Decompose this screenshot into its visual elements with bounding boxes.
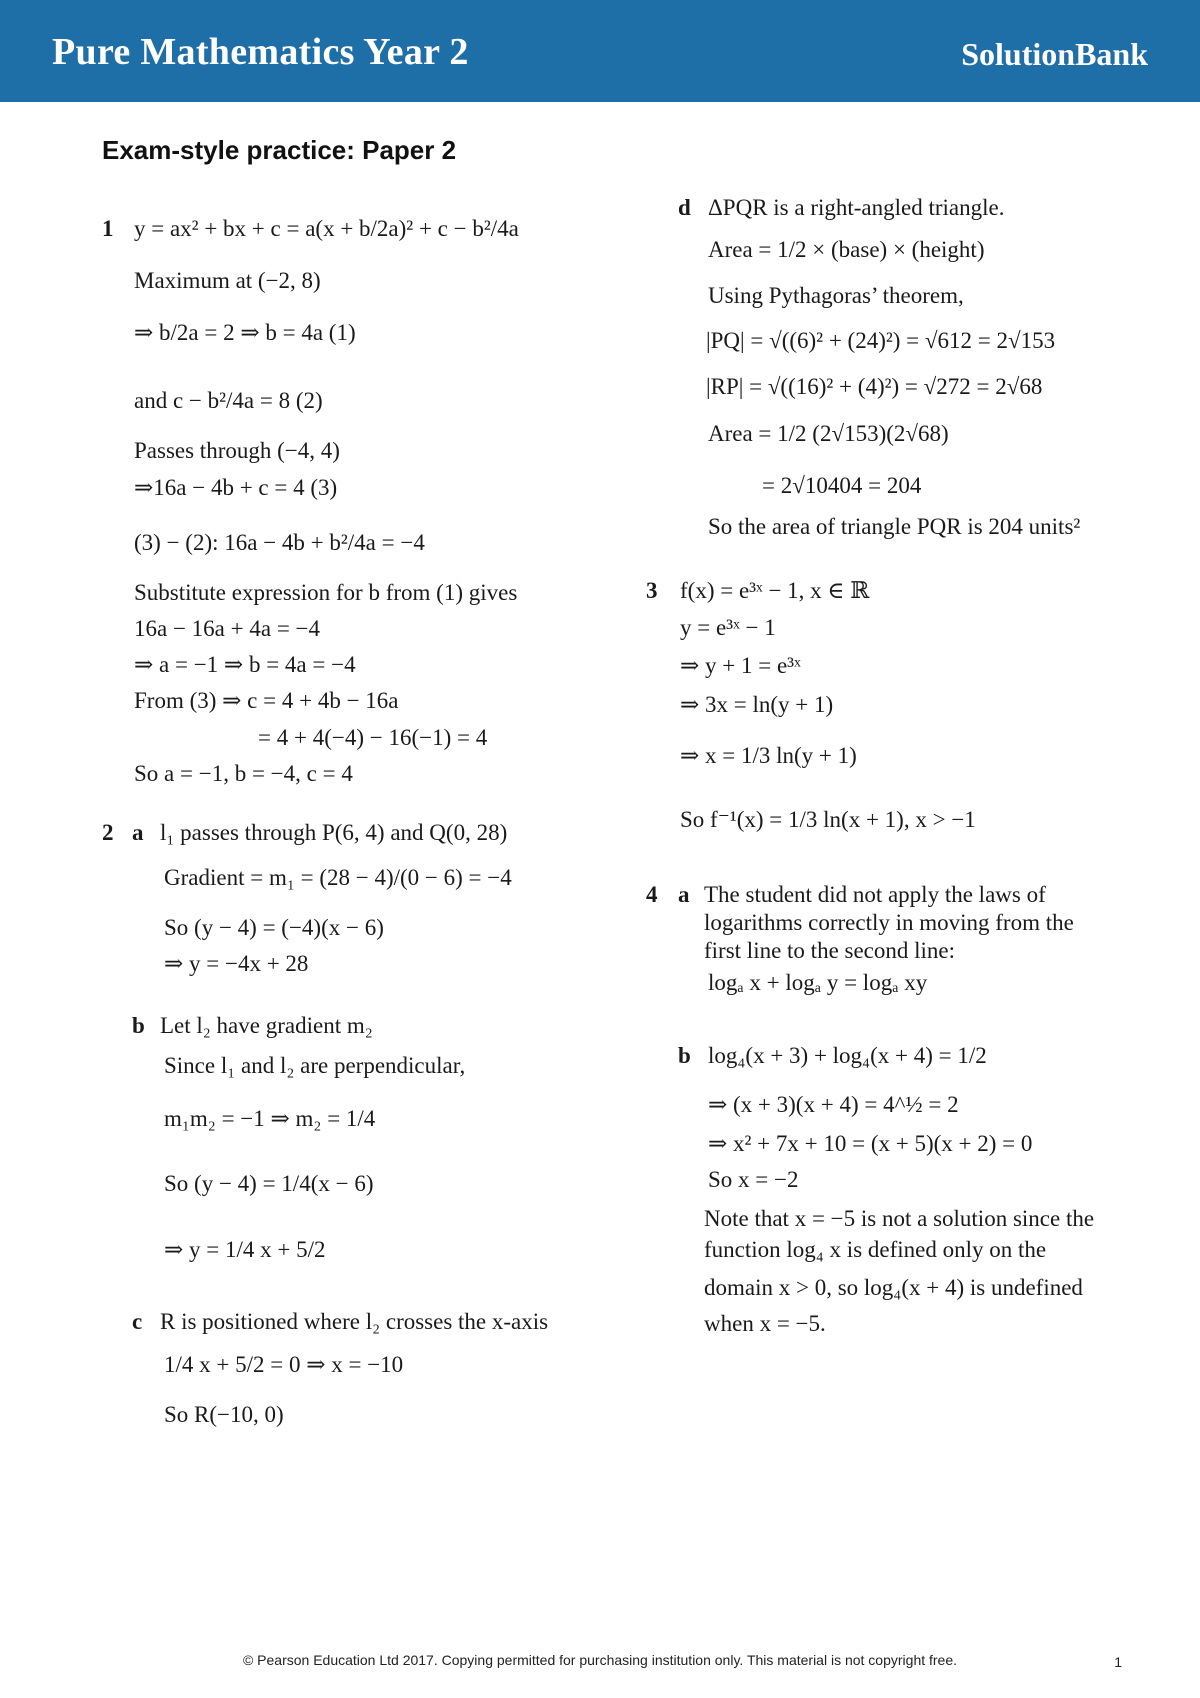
solution-line: (3) − (2): 16a − 4b + b²/4a = −4 bbox=[134, 530, 425, 555]
part-label: d bbox=[678, 195, 691, 220]
solution-line: So (y − 4) = (−4)(x − 6) bbox=[164, 915, 384, 940]
solution-line: m₁m₂ = −1 ⇒ m₂ = 1/4 bbox=[164, 1106, 376, 1131]
solution-line: ⇒ x = 1/3 ln(y + 1) bbox=[680, 743, 857, 768]
solution-line: So the area of triangle PQR is 204 units² bbox=[708, 514, 1081, 539]
solution-line: From (3) ⇒ c = 4 + 4b − 16a bbox=[134, 688, 399, 713]
solution-line: 1/4 x + 5/2 = 0 ⇒ x = −10 bbox=[164, 1352, 404, 1377]
solution-line: Substitute expression for b from (1) gives bbox=[134, 580, 518, 605]
solution-line: Using Pythagoras’ theorem, bbox=[708, 283, 964, 308]
part-label: a bbox=[678, 882, 690, 907]
header-banner bbox=[0, 0, 1200, 102]
solution-line: 16a − 16a + 4a = −4 bbox=[134, 616, 321, 641]
solution-line: logₐ x + logₐ y = logₐ xy bbox=[708, 970, 928, 995]
solution-line: The student did not apply the laws of bbox=[704, 882, 1046, 907]
solution-line: Area = 1/2 (2√153)(2√68) bbox=[708, 421, 949, 446]
page-title: Exam-style practice: Paper 2 bbox=[102, 135, 457, 165]
part-label: b bbox=[132, 1013, 145, 1038]
solution-line: R is positioned where l₂ crosses the x-axis bbox=[160, 1309, 549, 1334]
part-label: a bbox=[132, 820, 144, 845]
solution-line: So x = −2 bbox=[708, 1167, 799, 1192]
solution-line: So f⁻¹(x) = 1/3 ln(x + 1), x > −1 bbox=[680, 807, 976, 832]
question-number: 1 bbox=[102, 216, 114, 241]
solution-line: Maximum at (−2, 8) bbox=[134, 268, 321, 293]
solution-line: ΔPQR is a right-angled triangle. bbox=[708, 195, 1005, 220]
question-number: 2 bbox=[102, 820, 114, 845]
solution-line: ⇒ y = 1/4 x + 5/2 bbox=[164, 1237, 326, 1262]
part-label: c bbox=[132, 1309, 143, 1334]
solution-line: Passes through (−4, 4) bbox=[134, 438, 340, 463]
solution-line: l₁ passes through P(6, 4) and Q(0, 28) bbox=[160, 820, 508, 845]
solution-line: ⇒ 3x = ln(y + 1) bbox=[680, 692, 834, 717]
solution-line: domain x > 0, so log₄(x + 4) is undefined bbox=[704, 1275, 1083, 1300]
solution-line: Since l₁ and l₂ are perpendicular, bbox=[164, 1053, 466, 1078]
solution-line: So (y − 4) = 1/4(x − 6) bbox=[164, 1171, 374, 1196]
solution-line: Gradient = m₁ = (28 − 4)/(0 − 6) = −4 bbox=[164, 865, 512, 890]
part-label: b bbox=[678, 1043, 691, 1068]
solution-line: logarithms correctly in moving from the bbox=[704, 910, 1074, 935]
solution-line: log₄(x + 3) + log₄(x + 4) = 1/2 bbox=[708, 1043, 987, 1068]
book-title: Pure Mathematics Year 2 bbox=[52, 31, 469, 73]
solution-line: when x = −5. bbox=[704, 1311, 826, 1336]
solution-line: ⇒ b/2a = 2 ⇒ b = 4a (1) bbox=[134, 320, 356, 345]
solution-line: y = e³ˣ − 1 bbox=[680, 615, 776, 640]
solution-line: ⇒ (x + 3)(x + 4) = 4^½ = 2 bbox=[708, 1092, 959, 1117]
solution-line: first line to the second line: bbox=[704, 938, 956, 963]
solution-line: |RP| = √((16)² + (4)²) = √272 = 2√68 bbox=[706, 374, 1043, 399]
solution-line: function log₄ x is defined only on the bbox=[704, 1237, 1047, 1262]
solution-line: So a = −1, b = −4, c = 4 bbox=[134, 761, 353, 786]
brand-name: SolutionBank bbox=[961, 36, 1148, 72]
solution-line: and c − b²/4a = 8 (2) bbox=[134, 388, 323, 413]
question-number: 3 bbox=[646, 578, 658, 603]
solution-line: ⇒ y = −4x + 28 bbox=[164, 951, 309, 976]
solution-line: = 4 + 4(−4) − 16(−1) = 4 bbox=[258, 725, 488, 750]
page-number: 1 bbox=[1114, 1654, 1122, 1670]
solution-line: Area = 1/2 × (base) × (height) bbox=[708, 237, 985, 262]
solution-line: ⇒ x² + 7x + 10 = (x + 5)(x + 2) = 0 bbox=[708, 1131, 1033, 1156]
solution-line: Note that x = −5 is not a solution since the bbox=[704, 1206, 1095, 1231]
solution-line: ⇒16a − 4b + c = 4 (3) bbox=[134, 475, 338, 500]
solution-line: ⇒ y + 1 = e³ˣ bbox=[680, 653, 801, 678]
solution-line: = 2√10404 = 204 bbox=[762, 473, 922, 498]
solution-line: ⇒ a = −1 ⇒ b = 4a = −4 bbox=[134, 652, 356, 677]
solution-line: Let l₂ have gradient m₂ bbox=[160, 1013, 373, 1038]
copyright-notice: © Pearson Education Ltd 2017. Copying permitted for purchasing institution only. This material is not copyright free. bbox=[242, 1652, 958, 1668]
solution-line: f(x) = e³ˣ − 1, x ∈ ℝ bbox=[680, 578, 870, 603]
solution-line: y = ax² + bx + c = a(x + b/2a)² + c − b²/4a bbox=[134, 216, 519, 241]
solution-line: |PQ| = √((6)² + (24)²) = √612 = 2√153 bbox=[706, 328, 1056, 353]
question-number: 4 bbox=[646, 882, 658, 907]
solution-line: So R(−10, 0) bbox=[164, 1402, 284, 1427]
